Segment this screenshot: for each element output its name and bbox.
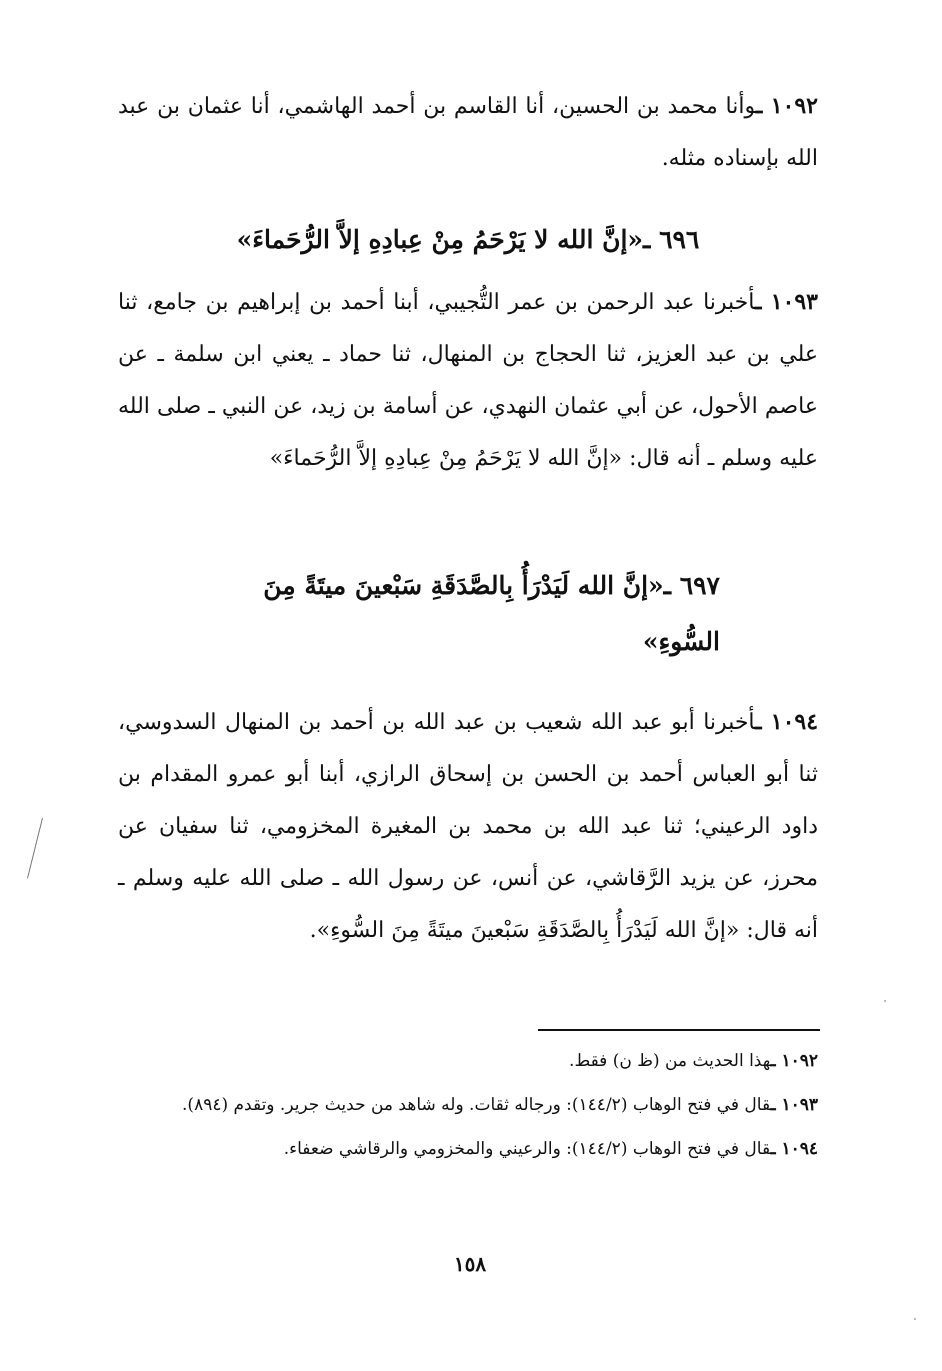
- hadith-1094: [118, 696, 818, 957]
- hadith-text: أخبرنا أبو عبد الله شعيب بن عبد الله بن أحمد بن المنهال السدوسي، ثنا أبو العباس أحمد بن الحسن بن إسحاق الرازي، أبنا أبو عمرو المقدام بن داود الرعيني؛ ثنا عبد الله بن محمد بن المغيرة المخزومي، ثنا سفيان عن محرز، عن يزيد الرَّقاشي، عن أنس، عن رسول الله ـ صلى الله عليه وسلم ـ أنه قال: «إنَّ الله لَيَدْرَأُ بِالصَّدَقَةِ سَبْعينَ ميتَةً مِنَ السُّوءِ».: [118, 710, 818, 943]
- footnote-1092: [118, 1046, 818, 1076]
- heading-text: «إنَّ الله لا يَرْحَمُ مِنْ عِبادِهِ إلاَّ الرُّحَماءَ»: [236, 225, 644, 254]
- heading-number: ٦٩٧ ـ: [663, 571, 720, 600]
- hadith-text: وأنا محمد بن الحسين، أنا القاسم بن أحمد الهاشمي، أنا عثمان بن عبد الله بإسناده مثله.: [118, 94, 818, 171]
- chapter-heading-697: [200, 558, 720, 670]
- hadith-1093: [118, 276, 818, 485]
- chapter-heading-696: [118, 212, 818, 268]
- hadith-text: أخبرنا عبد الرحمن بن عمر التُّجيبي، أبنا أحمد بن إبراهيم بن جامع، ثنا علي بن عبد العزيز، ثنا الحجاج بن المنهال، ثنا حماد ـ يعني ابن سلمة ـ عن عاصم الأحول، عن أبي عثمان النهدي، عن أسامة بن زيد، عن النبي ـ صلى الله عليه وسلم ـ أنه قال: «إنَّ الله لا يَرْحَمُ مِنْ عِبادِهِ إلاَّ الرُّحَماءَ»: [118, 290, 818, 471]
- hadith-number: ١٠٩٣ ـ: [754, 289, 818, 315]
- footnote-1094: [118, 1134, 818, 1164]
- footnote-text: قال في فتح الوهاب (١٤٤/٢): ورجاله ثقات. وله شاهد من حديث جرير. وتقدم (٨٩٤).: [182, 1095, 771, 1115]
- heading-number: ٦٩٦ ـ: [643, 225, 700, 254]
- footnote-text: قال في فتح الوهاب (١٤٤/٢): والرعيني والمخزومي والرقاشي ضعفاء.: [283, 1139, 771, 1159]
- hadith-1092: [118, 80, 818, 185]
- hadith-number: ١٠٩٤ ـ: [755, 709, 819, 735]
- page-number: ١٥٨: [453, 1252, 487, 1276]
- footnote-text: هذا الحديث من (ظ ن) فقط.: [569, 1051, 771, 1071]
- footnote-number: ١٠٩٣ ـ: [770, 1095, 818, 1115]
- scan-artifact-dot: [914, 1318, 916, 1320]
- footnote-separator: [538, 1029, 820, 1031]
- footnote-number: ١٠٩٤ ـ: [770, 1139, 818, 1159]
- scan-artifact-line: [27, 818, 43, 878]
- scan-artifact-dot: [884, 1000, 886, 1002]
- footnote-1093: [118, 1090, 818, 1120]
- heading-text: «إنَّ الله لَيَدْرَأُ بِالصَّدَقَةِ سَبْعينَ ميتَةً مِنَ السُّوءِ»: [263, 571, 720, 656]
- footnotes: [118, 1046, 818, 1178]
- hadith-number: ١٠٩٢ ـ: [755, 93, 818, 119]
- footnote-number: ١٠٩٢ ـ: [770, 1051, 818, 1071]
